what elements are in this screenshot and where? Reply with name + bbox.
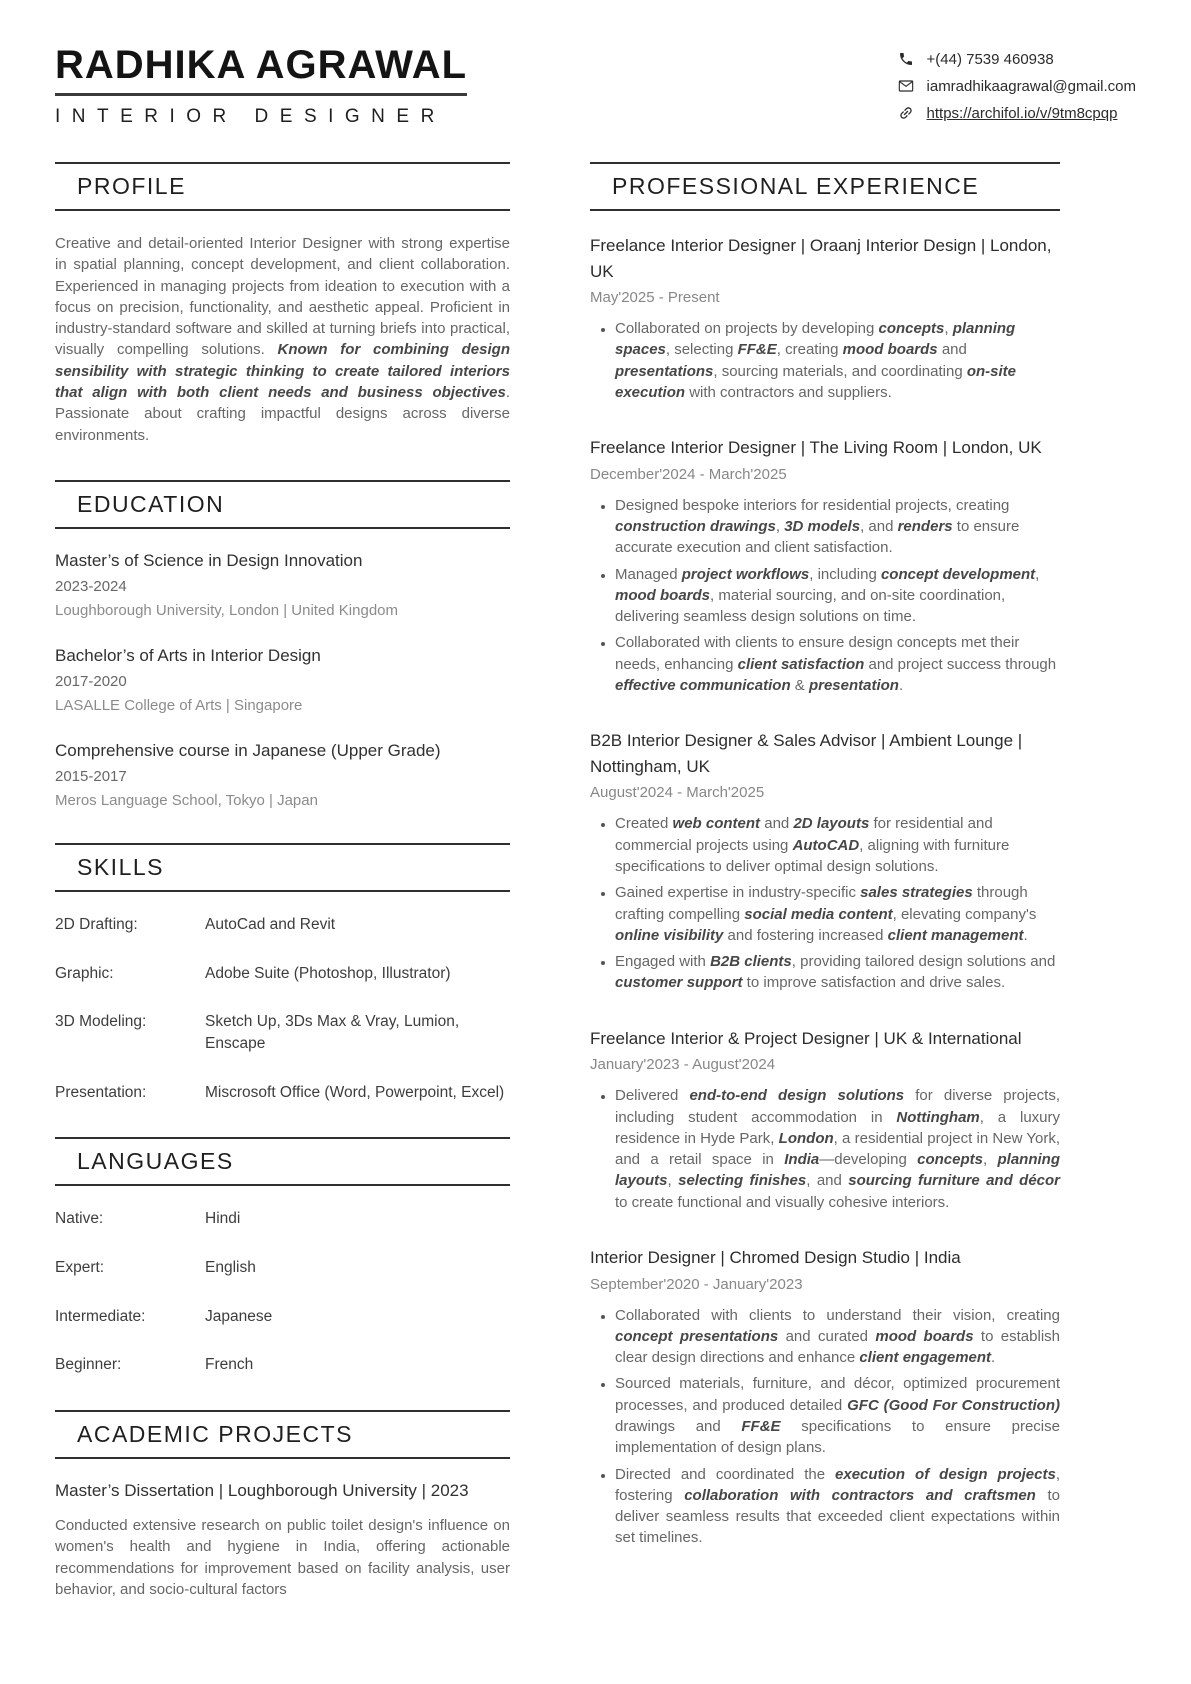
language-row	[55, 1306, 510, 1328]
education-section	[55, 480, 510, 809]
language-level: Expert:	[55, 1259, 105, 1277]
job-dates: September'2020 - January'2023	[590, 1275, 803, 1293]
education-list	[55, 551, 510, 809]
skill-value: AutoCad and Revit	[205, 915, 336, 933]
skill-value: Miscrosoft Office (Word, Powerpoint, Excel)	[205, 1083, 505, 1101]
education-years: 2015-2017	[55, 767, 127, 785]
language-name: English	[205, 1259, 256, 1277]
job-bullet: • Managed project workflows, including concept development, mood boards, material sourcing, and on-site coordination, delivering seamless design solutions on time.	[615, 564, 1060, 628]
skills-section	[55, 843, 510, 1103]
job-entry	[590, 435, 1060, 696]
profile-text: Creative and detail-oriented Interior Designer with strong expertise in spatial planning, concept development, and client collaboration. Experienced in managing projects from ideation to execution with a focus on precision, functionality, and aesthetic appeal. Proficient in industry-standard software and skilled at turning briefs into practical, visually compelling solutions. Known for combining design sensibility with strategic thinking to create tailored interiors that align with both client needs and business objectives. Passionate about crafting impactful designs across diverse environments.	[55, 235, 510, 444]
job-entry	[590, 1026, 1060, 1213]
job-bullet: • Created web content and 2D layouts for residential and commercial projects using AutoCAD, aligning with furniture specifications to deliver optimal design solutions.	[615, 813, 1060, 877]
job-entry	[590, 728, 1060, 993]
skill-label: Graphic:	[55, 964, 114, 982]
job-entry	[590, 233, 1060, 403]
education-school: Meros Language School, Tokyo | Japan	[55, 791, 318, 809]
job-bullet: • Collaborated on projects by developing concepts, planning spaces, selecting FF&E, creating mood boards and presentations, sourcing materials, and coordinating on-site execution with contractors and suppliers.	[615, 318, 1060, 403]
experience-section	[590, 162, 1060, 1549]
education-item	[55, 646, 510, 714]
languages-section	[55, 1137, 510, 1376]
job-bullet: • Delivered end-to-end design solutions for diverse projects, including student accommodation in Nottingham, a luxury residence in Hyde Park, London, a residential project in New York, and a retail space in India—developing concepts, planning layouts, selecting finishes, and sourcing furniture and décor to create functional and visually cohesive interiors.	[615, 1085, 1060, 1213]
language-row	[55, 1208, 510, 1230]
language-level: Beginner:	[55, 1356, 122, 1374]
contact-block	[897, 44, 1136, 122]
job-dates: May'2025 - Present	[590, 289, 720, 306]
identity-block	[55, 44, 467, 128]
section-title: EDUCATION	[77, 490, 225, 517]
academic-projects-section	[55, 1410, 510, 1600]
phone-icon	[897, 50, 915, 68]
phone-number: +(44) 7539 460938	[926, 50, 1054, 68]
project-description: Conducted extensive research on public toilet design's influence on women's health and hygiene in India, offering actionable recommendations for improvement based on facility analysis, user behavior, and socio-cultural factors	[55, 1517, 510, 1599]
skill-label: 2D Drafting:	[55, 915, 138, 933]
job-bullet: • Designed bespoke interiors for residential projects, creating construction drawings, 3D models, and renders to ensure accurate execution and client satisfaction.	[615, 495, 1060, 559]
job-bullet: • Directed and coordinated the execution of design projects, fostering collaboration with contractors and craftsmen to deliver seamless results that exceeded client expectations within set timelines.	[615, 1464, 1060, 1549]
section-heading-experience	[590, 162, 1060, 211]
education-degree: Comprehensive course in Japanese (Upper Grade)	[55, 740, 441, 760]
language-row	[55, 1257, 510, 1279]
education-school: LASALLE College of Arts | Singapore	[55, 696, 303, 714]
languages-list	[55, 1208, 510, 1376]
job-dates: December'2024 - March'2025	[590, 465, 787, 483]
job-list	[590, 233, 1060, 1549]
content-columns	[55, 162, 1060, 1634]
section-title: PROFILE	[77, 173, 186, 199]
skill-row	[55, 1082, 510, 1104]
section-title: LANGUAGES	[77, 1148, 234, 1175]
skill-row	[55, 1011, 510, 1054]
job-bullet: • Gained expertise in industry-specific sales strategies through crafting compelling social media content, elevating company's online visibility and fostering increased client management.	[615, 882, 1060, 946]
contact-phone-row	[897, 50, 1136, 68]
job-dates: August'2024 - March'2025	[590, 784, 765, 802]
education-school: Loughborough University, London | United Kingdom	[55, 601, 399, 619]
left-column	[55, 162, 510, 1634]
education-degree: Master’s of Science in Design Innovation	[55, 550, 363, 570]
job-title: B2B Interior Designer & Sales Advisor | Ambient Lounge | Nottingham, UK	[590, 731, 1023, 776]
profile-section	[55, 162, 510, 446]
job-title: Freelance Interior Designer | The Living Room | London, UK	[590, 438, 1042, 458]
language-name: Japanese	[205, 1307, 273, 1325]
education-degree: Bachelor’s of Arts in Interior Design	[55, 645, 321, 665]
job-bullet-list	[590, 318, 1060, 403]
language-level: Native:	[55, 1210, 104, 1228]
job-bullet-list	[590, 813, 1060, 993]
language-level: Intermediate:	[55, 1307, 146, 1325]
portfolio-link[interactable]: https://archifol.io/v/9tm8cpqp	[926, 104, 1118, 122]
job-title: Interior Designer | Chromed Design Studio | India	[590, 1248, 961, 1268]
header	[55, 44, 1136, 128]
job-bullet-list	[590, 1305, 1060, 1549]
person-name: RADHIKA AGRAWAL	[55, 44, 467, 96]
language-name: Hindi	[205, 1210, 241, 1228]
section-title: ACADEMIC PROJECTS	[77, 1421, 353, 1448]
job-bullet: • Sourced materials, furniture, and décor, optimized procurement processes, and produced detailed GFC (Good For Construction) drawings and FF&E specifications to ensure precise implementation of design plans.	[615, 1373, 1060, 1458]
job-entry	[590, 1245, 1060, 1549]
section-heading-languages	[55, 1137, 510, 1186]
job-bullet-list	[590, 1085, 1060, 1213]
skills-list	[55, 914, 510, 1103]
right-column	[590, 162, 1060, 1634]
job-title: Freelance Interior & Project Designer | UK & International	[590, 1028, 1022, 1048]
job-bullet: • Engaged with B2B clients, providing tailored design solutions and customer support to improve satisfaction and drive sales.	[615, 951, 1060, 994]
section-title: SKILLS	[77, 853, 164, 880]
email-address: iamradhikaagrawal@gmail.com	[926, 77, 1136, 95]
education-item	[55, 551, 510, 619]
job-bullet: • Collaborated with clients to ensure design concepts met their needs, enhancing client satisfaction and project success through effective communication & presentation.	[615, 632, 1060, 696]
job-dates: January'2023 - August'2024	[590, 1056, 776, 1074]
skill-value: Sketch Up, 3Ds Max & Vray, Lumion, Enscape	[205, 1013, 460, 1053]
skill-label: 3D Modeling:	[55, 1013, 147, 1031]
job-title: Freelance Interior Designer | Oraanj Interior Design | London, UK	[590, 236, 1052, 281]
project-title: Master’s Dissertation | Loughborough University | 2023	[55, 1481, 469, 1501]
skill-value: Adobe Suite (Photoshop, Illustrator)	[205, 964, 451, 982]
skill-row	[55, 963, 510, 985]
job-bullet-list	[590, 495, 1060, 697]
section-heading-education	[55, 480, 510, 529]
language-name: French	[205, 1356, 254, 1374]
section-heading-profile	[55, 162, 510, 211]
link-icon	[893, 100, 918, 125]
skill-label: Presentation:	[55, 1083, 147, 1101]
email-icon	[897, 77, 915, 95]
contact-email-row	[897, 77, 1136, 95]
skill-row	[55, 914, 510, 936]
language-row	[55, 1354, 510, 1376]
section-heading-academic-projects	[55, 1410, 510, 1459]
person-title: INTERIOR DESIGNER	[55, 106, 446, 127]
section-title: PROFESSIONAL EXPERIENCE	[612, 173, 980, 199]
education-years: 2017-2020	[55, 672, 127, 690]
job-bullet: • Collaborated with clients to understand their vision, creating concept presentations and curated mood boards to establish clear design directions and enhance client engagement.	[615, 1305, 1060, 1369]
section-heading-skills	[55, 843, 510, 892]
education-years: 2023-2024	[55, 577, 127, 595]
education-item	[55, 741, 510, 809]
contact-link-row	[897, 104, 1136, 122]
